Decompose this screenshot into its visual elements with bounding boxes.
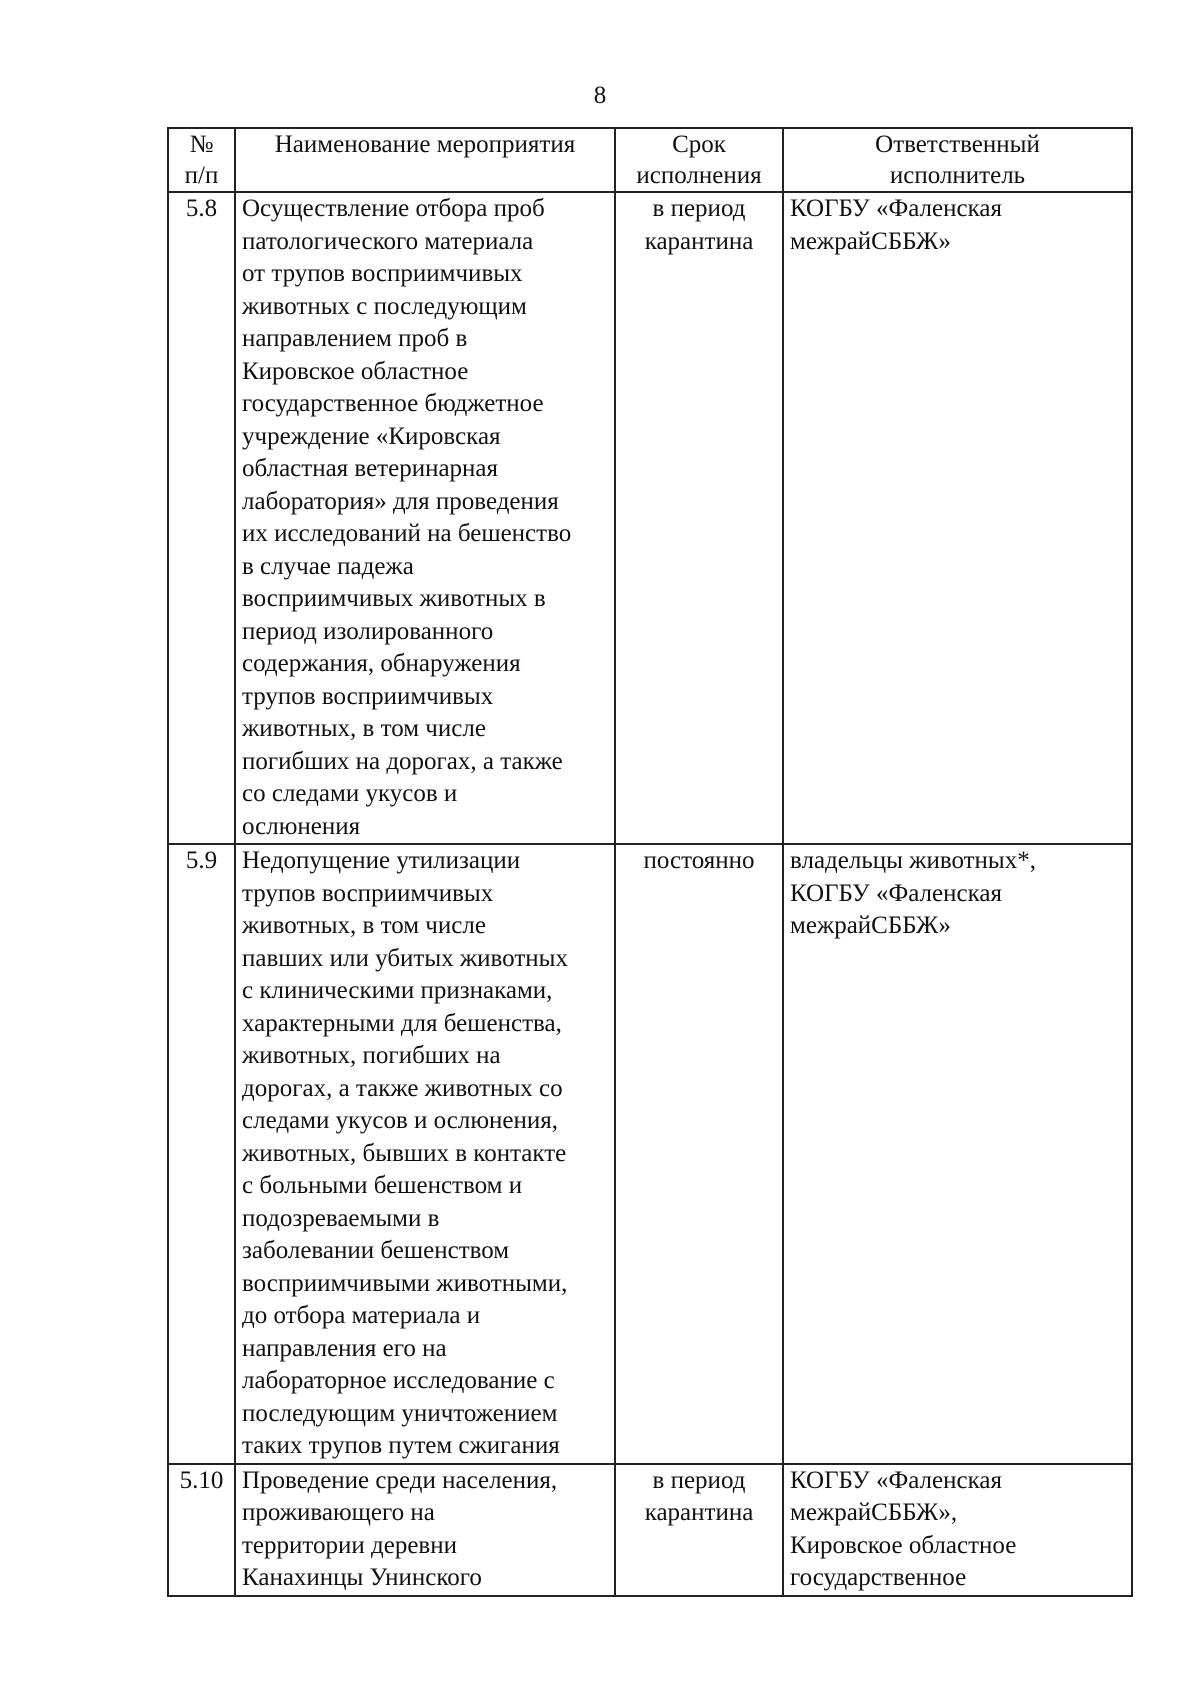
measure-name-line: проживающего на [242,1499,435,1526]
execution-term-line: карантина [644,1499,754,1526]
table-row [168,844,1132,1464]
responsible-executor [783,192,1132,844]
header-term-line: Срок [672,131,726,158]
measure-name-line: подозреваемыми в [242,1204,440,1232]
responsible-executor-line: Кировское областное [790,1531,1017,1559]
execution-term [615,844,783,1464]
measure-name-line: павших или убитых животных [242,944,568,972]
execution-term-line: постоянно [643,847,755,874]
measure-name-line: Кировское областное [242,357,469,385]
row-number: 5.8 [168,192,235,844]
measure-name-line: трупов восприимчивых [242,879,494,907]
table-row [168,192,1132,844]
responsible-executor-line: КОГБУ «Фаленская [790,1466,1002,1494]
header-num-line: п/п [184,162,219,189]
measure-name-line: лаборатория» для проведения [242,487,559,515]
measure-name-line: характерными для бешенства, [242,1009,562,1037]
measure-name-line: дорогах, а также животных со [242,1074,563,1102]
header-resp [783,128,1132,192]
measure-name [235,844,615,1464]
measure-name-line: животных, в том числе [242,715,486,742]
row-number: 5.9 [168,844,235,1464]
measure-name-line: направления его на [242,1334,447,1362]
measure-name-line: Канахинцы Унинского [242,1564,482,1591]
responsible-executor-line: владельцы животных*, [790,847,1036,874]
measure-name-line: заболевании бешенством [242,1237,510,1264]
execution-term-line: в период [652,195,746,222]
header-name-line: Наименование мероприятия [274,131,576,158]
measure-name-line: ослюнения [242,812,361,840]
table-header-row [168,128,1132,192]
header-resp-line: исполнитель [889,162,1026,189]
header-num-line: № [189,131,214,158]
measure-name-line: восприимчивых животных в [242,585,546,612]
measure-name-line: животных, бывших в контакте [242,1139,567,1167]
measure-name [235,1464,615,1596]
responsible-executor [783,844,1132,1464]
measure-name-line: таких трупов путем сжигания [242,1432,560,1459]
measure-name-line: Недопущение утилизации [242,847,521,874]
measure-name-line: территории деревни [242,1531,457,1559]
measure-name-line: Осуществление отбора проб [242,195,545,222]
measure-name-line: направлением проб в [242,325,468,352]
execution-term [615,1464,783,1596]
measure-name-line: животных с последующим [242,292,527,320]
measure-name-line: в случае падежа [242,552,414,580]
responsible-executor-line: межрайСББЖ» [790,227,951,255]
header-term-line: исполнения [636,162,762,189]
measure-name-line: животных, погибших на [242,1042,501,1069]
measure-name-line: лабораторное исследование с [242,1367,555,1394]
measure-name-line: областная ветеринарная [242,455,499,482]
measure-name-line: восприимчивыми животными, [242,1269,568,1297]
header-resp-line: Ответственный [875,131,1040,158]
execution-term [615,192,783,844]
header-name [235,128,615,192]
measure-name [235,192,615,844]
execution-term-line: карантина [644,227,754,255]
measure-name-line: животных, в том числе [242,912,486,939]
measure-name-line: Проведение среди населения, [242,1466,558,1494]
measure-name-line: до отбора материала и [242,1302,481,1329]
measure-name-line: патологического материала [242,227,534,255]
responsible-executor [783,1464,1132,1596]
measures-table [167,127,1133,1597]
measure-name-line: последующим уничтожением [242,1399,558,1427]
responsible-executor-line: межрайСББЖ», [790,1499,958,1526]
measure-name-line: учреждение «Кировская [242,422,501,450]
measure-name-line: с клиническими признаками, [242,977,553,1004]
responsible-executor-line: межрайСББЖ» [790,912,951,939]
measure-name-line: содержания, обнаружения [242,650,521,677]
responsible-executor-line: КОГБУ «Фаленская [790,195,1002,222]
page-number: 8 [593,82,607,109]
execution-term-line: в период [652,1466,746,1494]
measure-name-line: с больными бешенством и [242,1172,523,1199]
header-num [168,128,235,192]
measure-name-line: трупов восприимчивых [242,682,494,710]
responsible-executor-line: КОГБУ «Фаленская [790,879,1002,907]
measure-name-line: следами укусов и ослюнения, [242,1107,559,1134]
responsible-executor-line: государственное [790,1564,967,1591]
measure-name-line: государственное бюджетное [242,390,544,417]
header-term [615,128,783,192]
measure-name-line: со следами укусов и [242,780,458,807]
measure-name-line: погибших на дорогах, а также [242,747,563,775]
measure-name-line: период изолированного [242,617,494,645]
measure-name-line: их исследований на бешенство [242,520,572,547]
measure-name-line: от трупов восприимчивых [242,260,523,287]
table-row [168,1464,1132,1596]
row-number: 5.10 [168,1464,235,1596]
